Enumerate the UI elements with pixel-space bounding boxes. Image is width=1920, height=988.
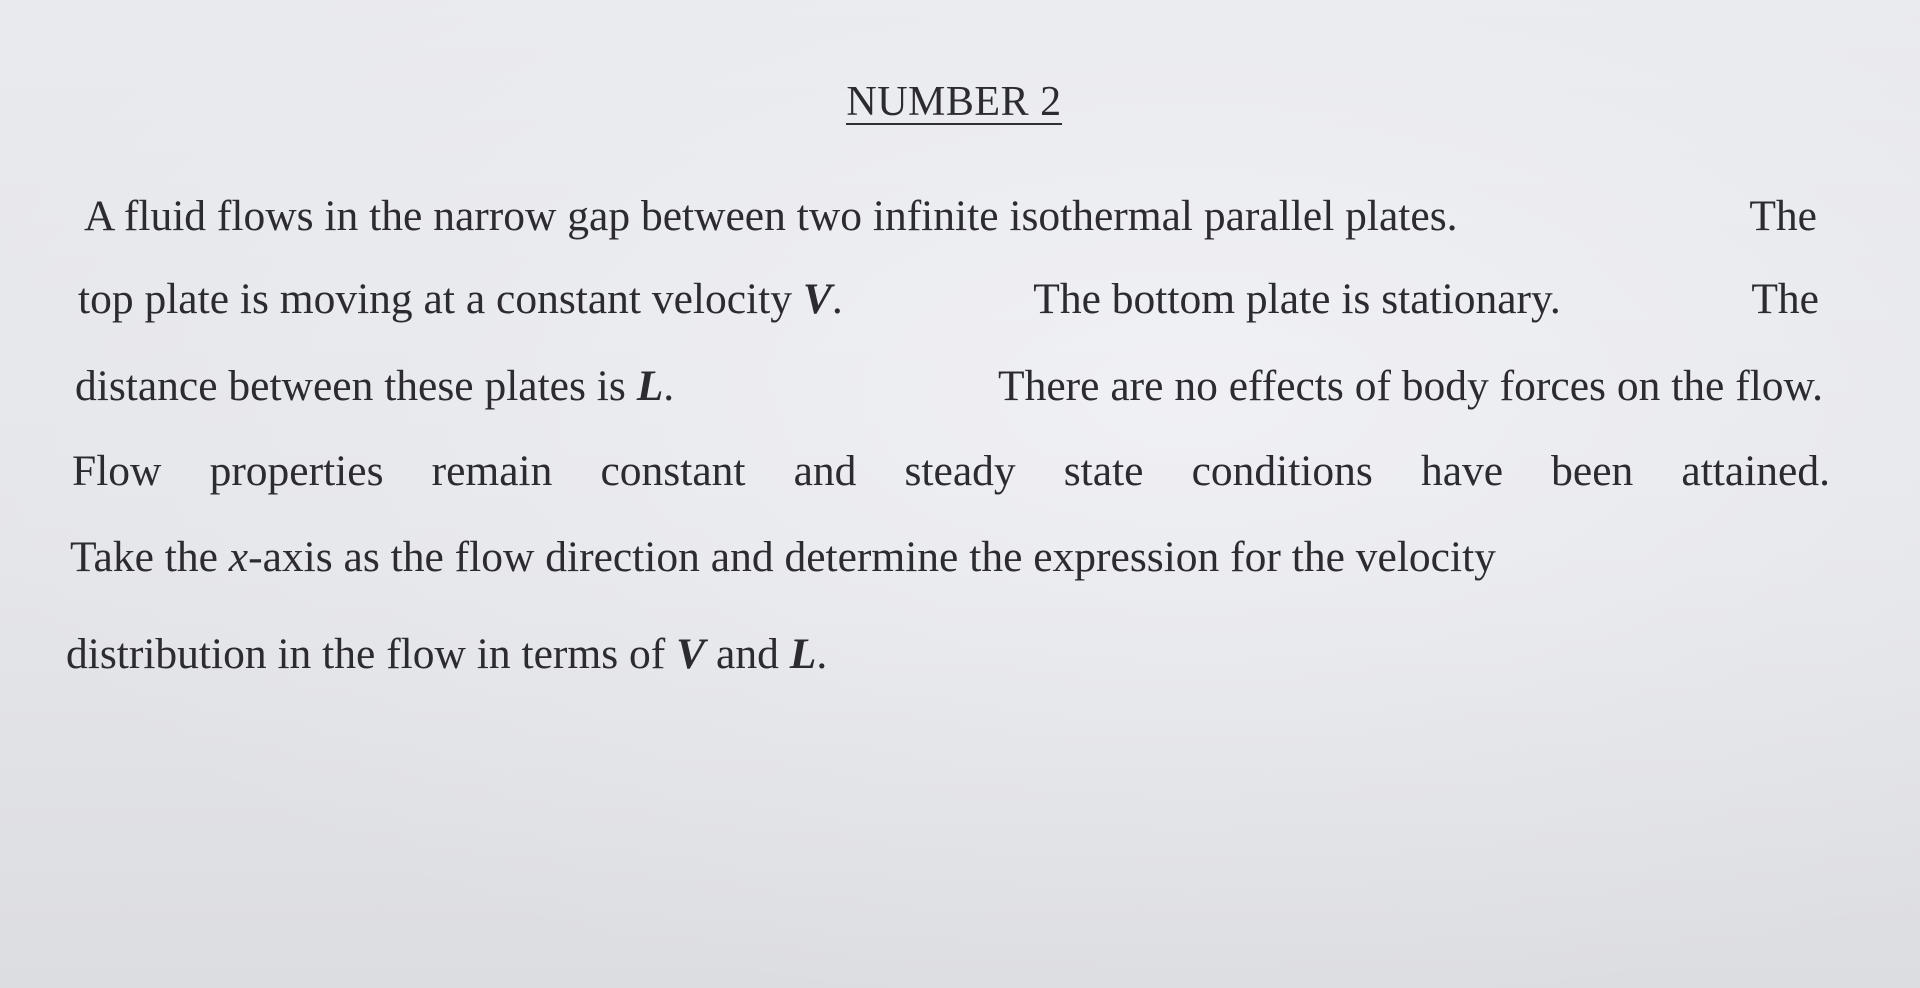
line-4-word: properties <box>209 447 384 495</box>
paragraph-line-2 <box>78 273 1819 325</box>
variable-v: V <box>802 275 832 323</box>
line-4-word: steady <box>904 447 1016 495</box>
line-4-word: constant <box>600 447 746 495</box>
line-2-middle: The bottom plate is stationary. <box>1033 275 1561 323</box>
line-4-word: remain <box>431 447 553 495</box>
line-4-word: state <box>1063 447 1144 495</box>
line-4-word: and <box>793 447 857 495</box>
line-6-text: distribution in the flow in terms of <box>66 630 677 678</box>
line-3-text: distance between these plates is <box>75 362 637 410</box>
line-6-period: . <box>816 630 828 678</box>
line-1-end: The <box>1749 192 1817 240</box>
line-2-end: The <box>1751 275 1819 323</box>
paragraph-line-6 <box>66 628 827 680</box>
variable-v: V <box>676 630 706 678</box>
line-5-text: Take the <box>70 533 229 581</box>
variable-l: L <box>636 362 664 410</box>
line-4-word: Flow <box>72 447 162 495</box>
line-4-word: conditions <box>1191 447 1373 495</box>
line-6-and: and <box>705 630 790 678</box>
paragraph-line-4 <box>72 445 1830 497</box>
paragraph-line-5 <box>70 531 1840 583</box>
line-2-start <box>78 273 843 325</box>
line-4-word: attained. <box>1681 447 1830 495</box>
line-3-period: . <box>663 362 675 410</box>
paragraph-line-3 <box>75 360 1823 412</box>
line-1-text: A fluid flows in the narrow gap between two infinite isothermal parallel plates. <box>84 192 1458 240</box>
line-2-period: . <box>831 275 843 323</box>
line-2-text: top plate is moving at a constant velocity <box>78 275 803 323</box>
paragraph-line-1 <box>84 190 1817 242</box>
line-3-end: There are no effects of body forces on the flow. <box>998 362 1823 410</box>
variable-l: L <box>789 630 817 678</box>
problem-heading-text: NUMBER 2 <box>846 79 1062 125</box>
line-4-word: have <box>1420 447 1504 495</box>
line-3-start <box>75 360 674 412</box>
variable-x: x <box>228 533 249 581</box>
line-4-word: been <box>1551 447 1634 495</box>
problem-heading <box>0 78 1908 126</box>
line-5-text-rest: -axis as the flow direction and determine the expression for the velocity <box>248 533 1496 581</box>
